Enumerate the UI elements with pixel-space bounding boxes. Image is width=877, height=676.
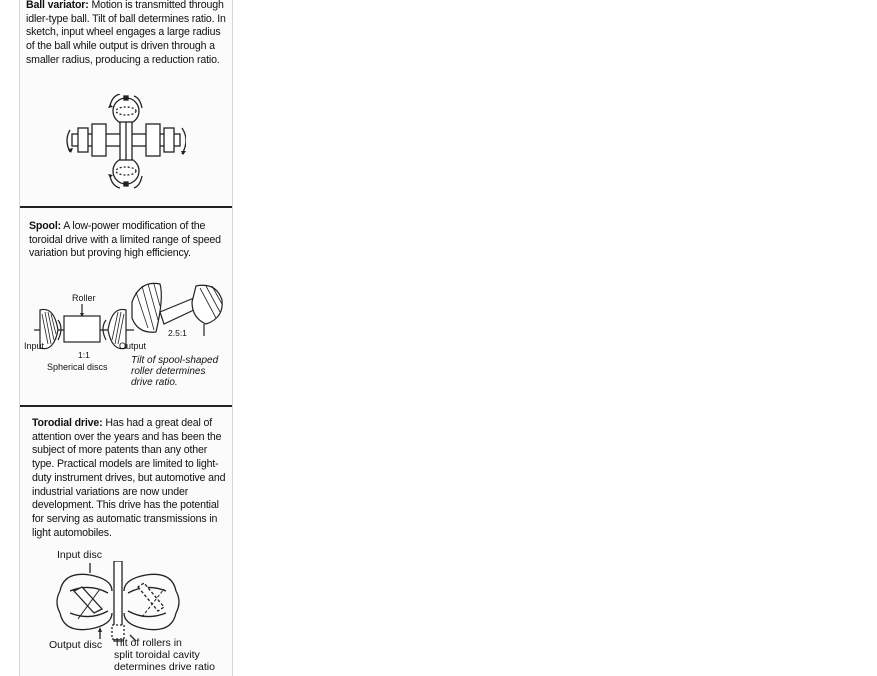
ball-variator-section xyxy=(20,0,232,206)
ball-variator-text: Motion is transmitted through idler-type ball. Tilt of ball determines ratio. In sketch, input wheel engages a large radius of the ball while output is driven through a smaller radius, producing a reduction ratio. xyxy=(26,0,226,66)
spool-heading: Spool: xyxy=(29,220,62,232)
toroidal-output-disc-label: Output disc xyxy=(49,639,103,651)
document-column xyxy=(19,0,233,676)
spool-ratio-1to1: 1:1 xyxy=(78,350,90,360)
spool-tilt-note-line3: drive ratio. xyxy=(131,377,178,388)
spool-input-label: Input xyxy=(24,341,45,351)
toroidal-tilt-note-line1: Tilt of rollers in xyxy=(114,637,182,649)
toroidal-tilt-note-line3: determines drive ratio xyxy=(114,661,215,673)
spool-tilt-note-line1: Tilt of spool-shaped xyxy=(131,355,219,366)
spool-ratio-2-5to1: 2.5:1 xyxy=(168,328,187,338)
toroidal-drive-diagram xyxy=(50,561,190,643)
toroidal-tilt-note-line2: split toroidal cavity xyxy=(114,649,200,661)
toroidal-paragraph xyxy=(32,417,228,540)
toroidal-input-disc-label: Input disc xyxy=(57,549,102,561)
spool-roller-label: Roller xyxy=(72,293,96,303)
spool-tilt-note-line2: roller determines xyxy=(131,366,206,377)
spool-discs-label: Spherical discs xyxy=(47,362,108,372)
toroidal-section xyxy=(20,407,232,676)
ball-variator-heading: Ball variator: xyxy=(26,0,89,11)
spool-output-label: Output xyxy=(119,341,147,351)
spool-text: A low-power modification of the toroidal drive with a limited range of speed variation but proving high efficiency. xyxy=(29,220,221,260)
spool-section xyxy=(20,208,232,405)
ball-variator-diagram xyxy=(66,94,186,190)
toroidal-heading: Torodial drive: xyxy=(32,417,103,429)
spool-paragraph xyxy=(29,220,227,261)
ball-variator-paragraph xyxy=(26,0,226,68)
toroidal-text: Has had a great deal of attention over the years and has been the subject of more patents than any other type. Practical models are limited to light-duty instrument drives, but automotive and industrial variations are now under development. This drive has the potential for serving as automatic transmissions in light automobiles. xyxy=(32,417,226,539)
